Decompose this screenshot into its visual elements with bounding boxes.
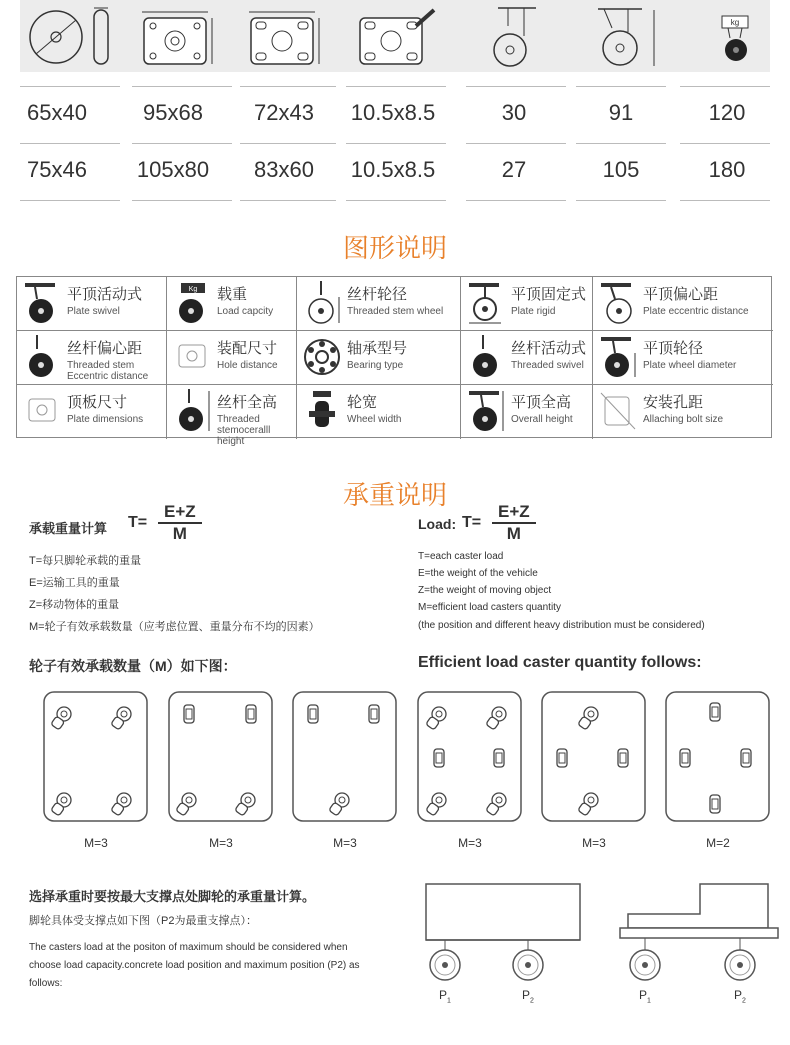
legend-en: Hole distance: [217, 360, 278, 371]
legend-en: Plate wheel diameter: [643, 360, 737, 371]
legend-cn: 平顶活动式: [67, 286, 143, 303]
divider: [132, 143, 232, 144]
legend-item: [167, 385, 297, 447]
legend-cn: 平顶固定式: [511, 286, 587, 303]
spec-value: 120: [708, 100, 746, 125]
legend-cn: 丝杆活动式: [511, 340, 587, 357]
spec-value: 75x46: [27, 157, 87, 182]
legend-en: Load capcity: [217, 306, 274, 317]
legend-item: [593, 277, 773, 331]
legend-item: [461, 385, 593, 439]
threaded-height-icon: [171, 389, 213, 433]
legend-en: Threaded stem wheel: [347, 306, 444, 317]
max-load-heading: 选择承重时要按最大支撑点处脚轮的承重量计算。: [29, 889, 316, 904]
divider: [466, 143, 566, 144]
spec-value: 30: [501, 100, 527, 125]
divider: [680, 86, 770, 87]
definition-en: E=the weight of the vehicle: [418, 568, 538, 579]
divider: [680, 200, 770, 201]
kg-badge: Kg: [188, 286, 198, 293]
bearing-icon: [301, 335, 343, 379]
divider: [576, 200, 666, 201]
overall-height-icon: [465, 389, 507, 433]
spec-value: 10.5x8.5: [350, 100, 436, 125]
spec-value: 83x60: [254, 157, 314, 182]
p1-label: [439, 988, 451, 1004]
plate-eccentric-icon: [597, 281, 639, 325]
p1-sub: 1: [447, 997, 451, 1005]
quantity-heading-en: Efficient load caster quantity follows:: [418, 654, 702, 671]
formula-numerator: E+Z: [492, 502, 536, 524]
legend-item: [461, 331, 593, 385]
wheel-diameter-width-icon: [26, 6, 118, 68]
cart-m-label: M=3: [209, 836, 233, 850]
p1-label: [639, 988, 651, 1004]
legend-cn: 平顶全高: [511, 394, 572, 411]
p2-label: [734, 988, 746, 1004]
divider: [240, 86, 336, 87]
legend-en: Threaded swivel: [511, 360, 584, 371]
cart-m-label: M=2: [706, 836, 730, 850]
divider: [466, 200, 566, 201]
definition-en: T=each caster load: [418, 551, 504, 562]
spec-row-2: [0, 157, 790, 197]
bolt-size-icon: [354, 6, 444, 68]
legend-item: [593, 385, 773, 439]
formula-fraction: [158, 502, 202, 544]
cart-m-label: M=3: [582, 836, 606, 850]
spec-value: 91: [608, 100, 634, 125]
p1-sub: 1: [647, 997, 651, 1005]
legend-cn: 平顶轮径: [643, 340, 704, 357]
divider: [346, 86, 446, 87]
p1-text: P: [439, 988, 448, 1002]
spec-value: 65x40: [27, 100, 87, 125]
quantity-heading-cn: 轮子有效承载数量（M）如下图：: [29, 658, 237, 674]
plate-dimensions-icon: [138, 6, 218, 68]
legend-item: [167, 331, 297, 385]
divider: [466, 86, 566, 87]
plate-eccentric-icon: [488, 6, 568, 68]
divider: [576, 143, 666, 144]
divider: [132, 86, 232, 87]
load-capacity-icon: [710, 6, 760, 68]
cart-m-label: M=3: [333, 836, 357, 850]
divider: [240, 143, 336, 144]
spec-value: 27: [501, 157, 527, 182]
divider: [346, 200, 446, 201]
legend-cn: 丝杆全高: [217, 394, 278, 411]
legend-en: Overall height: [511, 414, 573, 425]
legend-grid: [16, 276, 772, 447]
formula-label-cn: 承载重量计算: [29, 521, 108, 536]
formula-lhs: T=: [462, 514, 482, 531]
legend-title: 图形说明: [342, 233, 447, 263]
legend-item: [17, 385, 167, 439]
legend-cn: 装配尺寸: [217, 340, 278, 357]
overall-height-icon: [592, 6, 672, 68]
legend-en: Plate dimensions: [67, 414, 144, 425]
bolt-size-icon: [597, 389, 639, 433]
legend-item: [461, 277, 593, 331]
formula-denominator: M: [172, 524, 187, 543]
formula-denominator: M: [506, 524, 521, 543]
divider: [20, 200, 120, 201]
legend-en: Wheel width: [347, 414, 402, 425]
hole-distance-icon: [171, 335, 213, 379]
kg-label: kg: [730, 18, 740, 27]
hole-distance-icon: [245, 6, 325, 68]
spec-value: 95x68: [143, 100, 203, 125]
spec-value: 10.5x8.5: [350, 157, 436, 182]
p2-sub: 2: [742, 997, 746, 1005]
definition-cn: T=每只脚轮承载的重量: [29, 555, 142, 567]
spec-row-1: [0, 100, 790, 140]
formula-label-en: Load:: [418, 516, 457, 532]
divider: [20, 143, 120, 144]
legend-item: [17, 331, 167, 385]
definition-cn: M=轮子有效承载数量（应考虑位置、重量分布不均的因素）: [29, 621, 320, 633]
plate-dimensions-icon: [21, 389, 63, 433]
max-load-text: The casters load at the positon of maximum should be considered when: [29, 942, 348, 953]
legend-cn: 轮宽: [347, 394, 378, 411]
formula-numerator: E+Z: [158, 502, 202, 524]
spec-value: 72x43: [254, 100, 314, 125]
legend-en: Plate rigid: [511, 306, 556, 317]
p1-text: P: [639, 988, 648, 1002]
wheel-width-icon: [301, 389, 343, 433]
threaded-swivel-icon: [465, 335, 507, 379]
formula-lhs: T=: [128, 514, 148, 531]
cart-m-label: M=3: [84, 836, 108, 850]
load-title: 承重说明: [342, 480, 447, 510]
definition-en: M=efficient load casters quantity: [418, 602, 561, 613]
spec-value: 105: [602, 157, 640, 182]
p2-sub: 2: [530, 997, 534, 1005]
legend-en: Threaded stem Eccentric distance: [67, 360, 149, 382]
legend-cn: 平顶偏心距: [643, 286, 719, 303]
divider: [346, 143, 446, 144]
p2-text: P: [734, 988, 743, 1002]
legend-en: Bearing type: [347, 360, 404, 371]
legend-item: [17, 277, 167, 331]
plate-swivel-icon: [21, 281, 63, 325]
legend-cn: 顶板尺寸: [67, 394, 128, 411]
load-capacity-icon: [171, 281, 213, 325]
threaded-eccentric-icon: [21, 335, 63, 379]
threaded-stem-wheel-icon: [301, 281, 343, 325]
max-load-text: follows:: [29, 978, 63, 989]
divider: [132, 200, 232, 201]
max-load-text: choose load capacity.concrete load position and maximum position (P2) as: [29, 960, 360, 971]
divider: [576, 86, 666, 87]
legend-item: [297, 331, 461, 385]
legend-cn: 载重: [217, 286, 248, 303]
plate-wheel-diameter-icon: [597, 335, 639, 379]
p2-text: P: [522, 988, 531, 1002]
legend-en: Plate eccentric distance: [643, 306, 749, 317]
legend-cn: 丝杆轮径: [347, 286, 408, 303]
legend-item: [297, 277, 461, 331]
definition-en: Z=the weight of moving object: [418, 585, 552, 596]
formula-fraction: [492, 502, 536, 544]
divider: [240, 200, 336, 201]
divider: [680, 143, 770, 144]
legend-en: Threaded stemoceralll height: [217, 414, 271, 447]
spec-value: 180: [708, 157, 746, 182]
legend-item: [297, 385, 461, 439]
spec-value: 105x80: [136, 157, 210, 182]
legend-item: [167, 277, 297, 331]
p2-label: [522, 988, 534, 1004]
definition-cn: Z=移动物体的重量: [29, 599, 120, 611]
definition-en: (the position and different heavy distribution must be considered): [418, 620, 705, 631]
definition-cn: E=运输工具的重量: [29, 577, 120, 589]
legend-cn: 安装孔距: [643, 394, 704, 411]
legend-en: Plate swivel: [67, 306, 120, 317]
legend-en: Allaching bolt size: [643, 414, 724, 425]
legend-item: [593, 331, 773, 385]
plate-rigid-icon: [465, 281, 507, 325]
divider: [20, 86, 120, 87]
legend-cn: 丝杆偏心距: [67, 340, 143, 357]
cart-m-label: M=3: [458, 836, 482, 850]
max-load-subheading: 脚轮具体受支撑点如下图（P2为最重支撑点）：: [29, 915, 257, 927]
legend-cn: 轴承型号: [347, 340, 408, 357]
spec-icon-strip: [20, 0, 770, 72]
